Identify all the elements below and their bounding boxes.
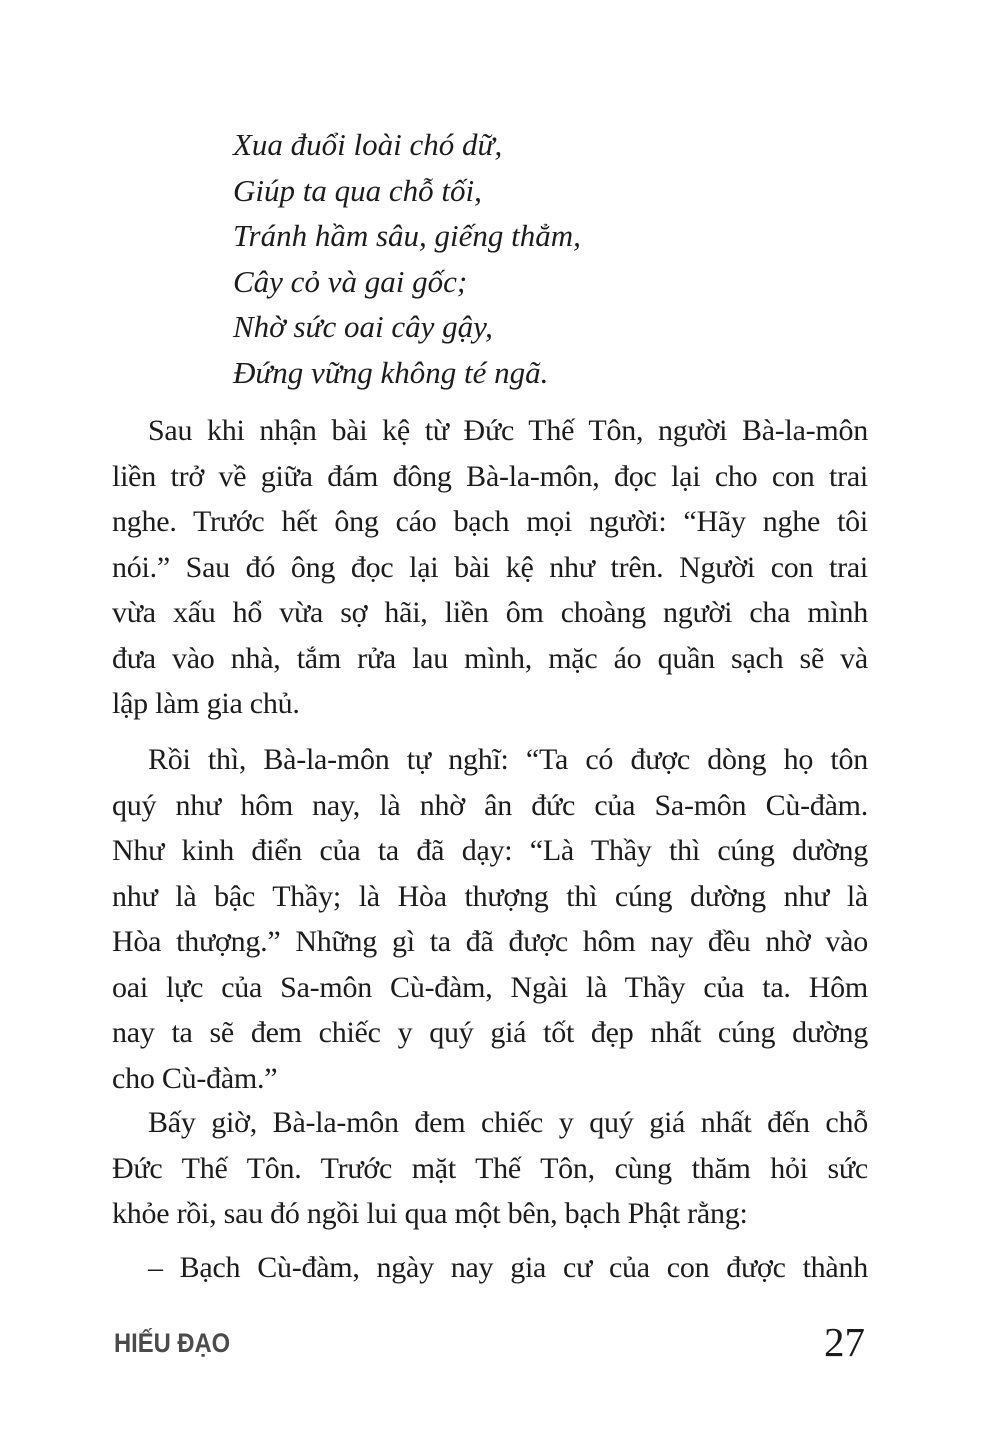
body-line: Hòa thượng.” Những gì ta đã được hôm nay đều nhờ vào (112, 925, 868, 958)
body-line: nghe. Trước hết ông cáo bạch mọi người: “Hãy nghe tôi (112, 505, 868, 538)
body-line: cho Cù-đàm.” (112, 1061, 278, 1095)
body-line: đưa vào nhà, tắm rửa lau mình, mặc áo quần sạch sẽ và (112, 641, 868, 675)
body-line: nói.” Sau đó ông đọc lại bài kệ như trên. Người con trai (112, 550, 868, 584)
body-line: Bấy giờ, Bà-la-môn đem chiếc y quý giá nhất đến chỗ (148, 1106, 868, 1139)
paragraph-2 (112, 737, 868, 1101)
poem-line: Cây cỏ và gai gốc; (233, 263, 468, 299)
body-line: oai lực của Sa-môn Cù-đàm, Ngài là Thầy của ta. Hôm (112, 970, 868, 1004)
body-line: khỏe rồi, sau đó ngồi lui qua một bên, bạch Phật rằng: (112, 1197, 748, 1230)
poem-line: Đứng vững không té ngã. (233, 354, 549, 390)
body-line: như là bậc Thầy; là Hòa thượng thì cúng dường như là (112, 879, 868, 913)
body-line: liền trở về giữa đám đông Bà-la-môn, đọc lại cho con trai (112, 459, 868, 493)
body-line: lập làm gia chủ. (112, 687, 300, 720)
paragraph-1 (112, 408, 868, 727)
body-line: Rồi thì, Bà-la-môn tự nghĩ: “Ta có được dòng họ tôn (148, 743, 868, 776)
poem-line: Giúp ta qua chỗ tối, (233, 172, 482, 208)
body-line: nay ta sẽ đem chiếc y quý giá tốt đẹp nhất cúng dường (112, 1016, 868, 1049)
poem-line: Nhờ sức oai cây gậy, (233, 309, 493, 344)
paragraph-4 (112, 1245, 868, 1291)
paragraph-3 (112, 1100, 868, 1237)
body-line: vừa xấu hổ vừa sợ hãi, liền ôm choàng người cha mình (112, 596, 868, 629)
page-number: 27 (824, 1319, 865, 1365)
body-line: Như kinh điển của ta đã dạy: “Là Thầy thì cúng dường (112, 834, 868, 867)
body-line: Sau khi nhận bài kệ từ Đức Thế Tôn, người Bà-la-môn (148, 414, 868, 447)
body-line: – Bạch Cù-đàm, ngày nay gia cư của con được thành (148, 1251, 868, 1284)
poem-line: Xua đuổi loài chó dữ, (233, 127, 503, 162)
body-line: Đức Thế Tôn. Trước mặt Thế Tôn, cùng thăm hỏi sức (112, 1151, 868, 1185)
poem-block (233, 122, 581, 395)
body-line: quý như hôm nay, là nhờ ân đức của Sa-môn Cù-đàm. (112, 788, 868, 822)
footer-section-title: HIẾU ĐẠO (114, 1328, 231, 1358)
poem-line: Tránh hầm sâu, giếng thẳm, (233, 218, 581, 253)
